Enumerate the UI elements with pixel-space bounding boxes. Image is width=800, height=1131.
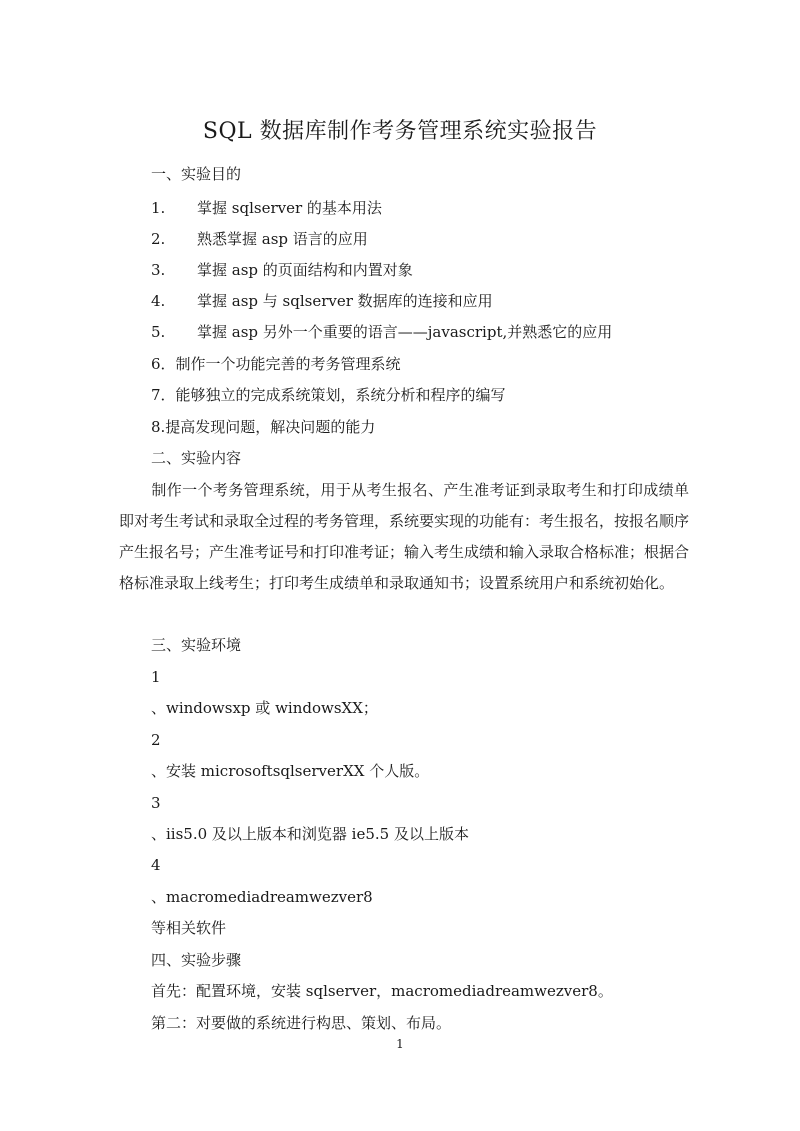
list-item-number: 5.	[151, 323, 166, 341]
environment-line: 、iis5.0 及以上版本和浏览器 ie5.5 及以上版本	[151, 825, 469, 843]
environment-line: 1	[151, 668, 161, 686]
list-item: 8.提高发现问题，解决问题的能力	[151, 418, 376, 436]
list-item	[151, 291, 493, 311]
list-item-number: 4.	[151, 292, 166, 310]
document-title: SQL 数据库制作考务管理系统实验报告	[202, 119, 598, 144]
environment-line: 2	[151, 731, 161, 749]
environment-line: 、windowsxp 或 windowsXX；	[151, 699, 378, 717]
environment-line: 、macromediadreamwezver8	[151, 888, 373, 906]
section-heading-content: 二、实验内容	[151, 449, 242, 467]
list-item-number: 2.	[151, 230, 166, 248]
content-paragraph-text: 制作一个考务管理系统，用于从考生报名、产生准考证到录取考生和打印成绩单即对考生考试和录取全过程的考务管理，系统要实现的功能有：考生报名，按报名顺序产生报名号；产生准考证号和打印准考证；输入考生成绩和输入录取合格标准；根据合格标准录取上线考生；打印考生成绩单和录取通知书；设置系统用户和系统初始化。	[119, 481, 690, 592]
section-heading-environment: 三、实验环境	[151, 636, 242, 654]
list-item	[151, 260, 413, 280]
environment-line: 等相关软件	[151, 919, 227, 937]
list-item-text: 熟悉掌握 asp 语言的应用	[197, 230, 368, 248]
environment-line: 4	[151, 856, 161, 874]
environment-line: 、安装 microsoftsqlserverXX 个人版。	[151, 762, 430, 780]
list-item-text: 掌握 asp 与 sqlserver 数据库的连接和应用	[197, 292, 493, 310]
content-paragraph	[119, 475, 689, 599]
environment-line: 3	[151, 794, 161, 812]
section-heading-purpose: 一、实验目的	[151, 165, 242, 183]
step-line: 第二：对要做的系统进行构思、策划、布局。	[151, 1014, 452, 1032]
list-item-text: 掌握 asp 另外一个重要的语言——javascript,并熟悉它的应用	[197, 323, 613, 341]
section-heading-steps: 四、实验步骤	[151, 951, 242, 969]
list-item	[151, 322, 612, 342]
step-line: 首先：配置环境，安装 sqlserver，macromediadreamwezver8。	[151, 982, 613, 1000]
list-item-number: 1.	[151, 199, 166, 217]
list-item	[151, 198, 382, 218]
list-item	[151, 229, 368, 249]
list-item: 6．制作一个功能完善的考务管理系统	[151, 355, 401, 373]
list-item: 7．能够独立的完成系统策划，系统分析和程序的编写	[151, 386, 506, 404]
list-item-number: 3.	[151, 261, 166, 279]
list-item-text: 掌握 asp 的页面结构和内置对象	[197, 261, 413, 279]
page-number: 1	[396, 1037, 404, 1051]
list-item-text: 掌握 sqlserver 的基本用法	[197, 199, 382, 217]
